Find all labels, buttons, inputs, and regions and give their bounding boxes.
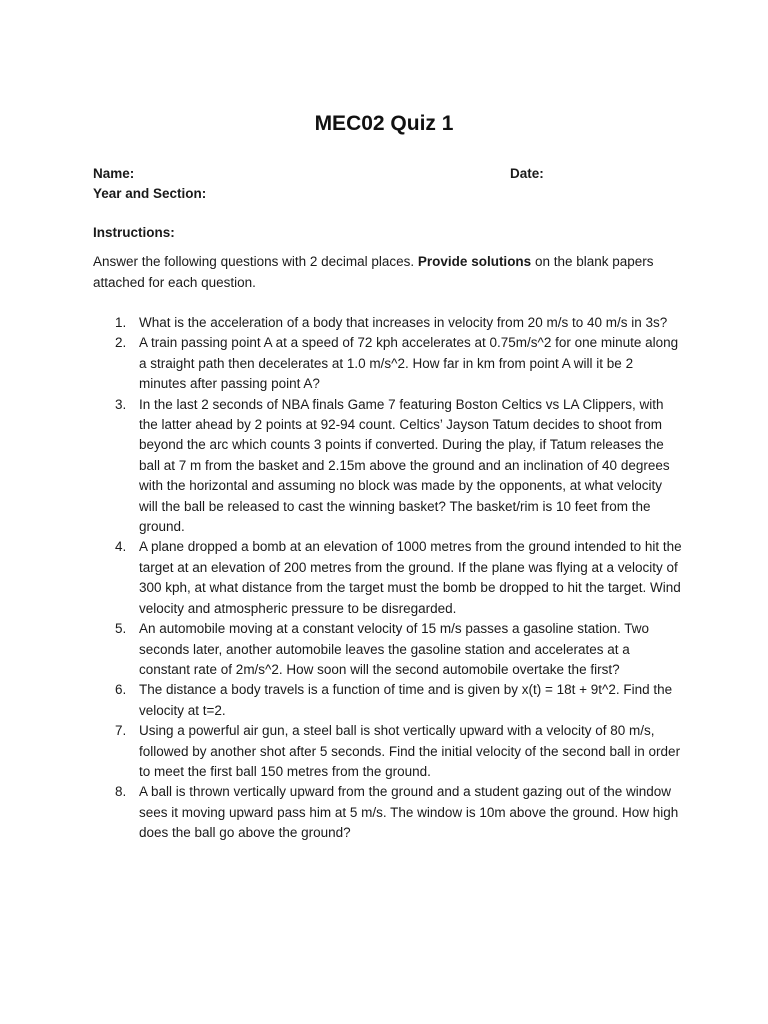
question-item [93, 537, 683, 619]
year-section-row [93, 184, 683, 204]
question-text: In the last 2 seconds of NBA finals Game 7 featuring Boston Celtics vs LA Clippers, with the latter ahead by 2 points at 92-94 count. Celtics’ Jayson Tatum decides to shoot from beyond the arc which counts 3 points if converted. During the play, if Tatum releases the ball at 7 m from the basket and 2.15m above the ground and an inclination of 40 degrees with the horizontal and assuming no block was made by the opponents, at what velocity will the ball be released to cast the winning basket? The basket/rim is 10 feet from the ground. [139, 396, 670, 535]
student-info-fields [93, 164, 683, 204]
question-text: A train passing point A at a speed of 72 kph accelerates at 0.75m/s^2 for one minute along a straight path then decelerates at 1.0 m/s^2. How far in km from point A will it be 2 minutes after passing point A? [139, 335, 679, 392]
question-number: 2. [115, 335, 127, 351]
question-number: 8. [115, 784, 127, 800]
year-section-label: Year and Section: [93, 186, 207, 201]
question-number: 1. [115, 315, 127, 330]
question-number: 4. [115, 539, 127, 555]
name-date-row [93, 164, 683, 184]
date-label: Date: [510, 166, 544, 181]
question-text: Using a powerful air gun, a steel ball is shot vertically upward with a velocity of 80 m/s, followed by another shot after 5 seconds. Find the initial velocity of the second ball in order to meet the first ball 150 metres from the ground. [139, 723, 681, 779]
instructions-text [93, 251, 683, 293]
question-text: The distance a body travels is a function of time and is given by x(t) = 18t + 9t^2. Find the velocity at t=2. [139, 682, 673, 718]
question-item [93, 782, 683, 843]
instructions-heading: Instructions: [93, 225, 175, 240]
question-number: 6. [115, 682, 127, 698]
question-item [93, 333, 683, 394]
question-item [93, 721, 683, 782]
question-text: A ball is thrown vertically upward from the ground and a student gazing out of the window sees it moving upward pass him at 5 m/s. The window is 10m above the ground. How high does the ball go above the ground? [139, 784, 679, 841]
question-item [93, 619, 683, 680]
question-text: A plane dropped a bomb at an elevation of 1000 metres from the ground intended to hit the target at an elevation of 200 metres from the ground. If the plane was flying at a velocity of 300 kph, at what distance from the target must the bomb be dropped to hit the target. Wind velocity and atmospheric pressure to be disregarded. [139, 539, 682, 616]
question-number: 3. [115, 396, 127, 412]
question-text: An automobile moving at a constant velocity of 15 m/s passes a gasoline station. Two seconds later, another automobile leaves the gasoline station and accelerates at a constant rate of 2m/s^2. How soon will the second automobile overtake the first? [139, 621, 650, 677]
page-title: MEC02 Quiz 1 [314, 112, 454, 135]
question-text: What is the acceleration of a body that increases in velocity from 20 m/s to 40 m/s in 3s? [139, 315, 668, 330]
question-item [93, 313, 683, 333]
question-number: 5. [115, 621, 127, 637]
question-item [93, 395, 683, 538]
question-item [93, 680, 683, 721]
instructions-text-after: on the blank papers attached for each question. [93, 254, 654, 290]
instructions-text-bold: Provide solutions [417, 254, 532, 269]
name-label: Name: [93, 166, 135, 181]
question-list [93, 313, 683, 844]
instructions-text-before: Answer the following questions with 2 decimal places. [93, 254, 418, 269]
question-number: 7. [115, 723, 127, 739]
